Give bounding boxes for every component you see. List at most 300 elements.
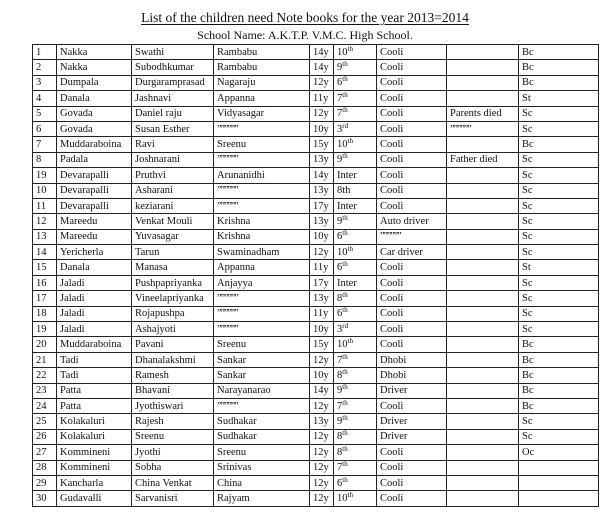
class-suffix: th — [342, 90, 348, 99]
age-text: 15y — [313, 339, 329, 351]
child-name-text: Subodhkumar — [135, 62, 194, 74]
surname-text: Devarapalli — [60, 200, 109, 212]
occupation-cell — [377, 322, 447, 337]
parent-name-text: ”””””” — [217, 185, 238, 197]
parent-name-text: Sudhakar — [217, 416, 257, 428]
age-cell — [310, 460, 334, 475]
row-number-cell — [33, 445, 57, 460]
class-suffix: th — [342, 152, 348, 161]
caste-text: Sc — [522, 154, 533, 166]
parent-name-cell — [214, 368, 310, 383]
age-text: 12y — [313, 77, 329, 89]
surname-cell — [57, 322, 132, 337]
parent-name-cell — [214, 198, 310, 213]
child-name-cell — [132, 306, 214, 321]
child-name-cell — [132, 60, 214, 75]
child-name-text: Pruthvi — [135, 169, 166, 181]
surname-cell — [57, 75, 132, 90]
occupation-text: Cooli — [380, 277, 404, 289]
surname-cell — [57, 306, 132, 321]
row-number-text: 19 — [36, 169, 47, 181]
child-name-cell — [132, 291, 214, 306]
table-row — [33, 75, 599, 90]
row-number-cell — [33, 275, 57, 290]
child-name-text: Jyothi — [135, 446, 161, 458]
row-number-cell — [33, 368, 57, 383]
parent-name-cell — [214, 445, 310, 460]
class-cell — [334, 106, 377, 121]
caste-text: Sc — [522, 231, 533, 243]
class-cell — [334, 198, 377, 213]
row-number-cell — [33, 229, 57, 244]
class-suffix: th — [347, 44, 353, 53]
child-name-cell — [132, 260, 214, 275]
child-name-cell — [132, 198, 214, 213]
child-name-cell — [132, 460, 214, 475]
row-number-text: 5 — [36, 108, 42, 120]
parent-name-text: ”””””” — [217, 292, 238, 304]
caste-cell — [519, 183, 599, 198]
remark-cell — [447, 398, 519, 413]
age-cell — [310, 75, 334, 90]
age-cell — [310, 383, 334, 398]
occupation-cell — [377, 445, 447, 460]
surname-cell — [57, 398, 132, 413]
child-name-cell — [132, 75, 214, 90]
table-row — [33, 152, 599, 167]
class-cell — [334, 168, 377, 183]
child-name-cell — [132, 106, 214, 121]
parent-name-text: Srinivas — [217, 462, 252, 474]
occupation-cell — [377, 491, 447, 506]
remark-cell — [447, 491, 519, 506]
age-cell — [310, 352, 334, 367]
caste-cell — [519, 445, 599, 460]
age-text: 14y — [313, 46, 329, 58]
row-number-text: 29 — [36, 477, 47, 489]
parent-name-text: Swaminadham — [217, 246, 280, 258]
occupation-text: Cooli — [380, 108, 404, 120]
table-row — [33, 168, 599, 183]
caste-cell — [519, 214, 599, 229]
parent-name-cell — [214, 183, 310, 198]
remark-cell — [447, 460, 519, 475]
table-row — [33, 291, 599, 306]
occupation-cell — [377, 383, 447, 398]
parent-name-text: Rambabu — [217, 62, 258, 74]
surname-cell — [57, 460, 132, 475]
parent-name-text: ”””””” — [217, 323, 238, 335]
child-name-cell — [132, 368, 214, 383]
age-text: 10y — [313, 123, 329, 135]
row-number-cell — [33, 45, 57, 60]
surname-text: Nakka — [60, 46, 88, 58]
school-name: School Name: A.K.T.P. V.M.C. High School. — [197, 28, 413, 42]
surname-cell — [57, 260, 132, 275]
class-text: 8th — [337, 185, 351, 197]
occupation-text: Driver — [380, 385, 408, 397]
caste-text: Bc — [522, 139, 534, 151]
class-text: 3 — [337, 123, 343, 135]
age-cell — [310, 491, 334, 506]
row-number-cell — [33, 106, 57, 121]
class-suffix: th — [342, 352, 348, 361]
occupation-cell — [377, 352, 447, 367]
parent-name-cell — [214, 168, 310, 183]
child-name-text: China Venkat — [135, 477, 192, 489]
surname-cell — [57, 414, 132, 429]
occupation-text: Cooli — [380, 477, 404, 489]
parent-name-text: Nagaraju — [217, 77, 256, 89]
remark-cell — [447, 183, 519, 198]
occupation-text: Cooli — [380, 200, 404, 212]
remark-cell — [447, 368, 519, 383]
caste-cell — [519, 245, 599, 260]
parent-name-text: Narayanarao — [217, 385, 271, 397]
class-text: 9 — [337, 62, 343, 74]
class-text: 10 — [337, 46, 348, 58]
child-name-text: Rojapushpa — [135, 308, 185, 320]
child-name-text: Vineelapriyanka — [135, 292, 204, 304]
remark-cell — [447, 414, 519, 429]
child-name-text: Asharani — [135, 185, 173, 197]
occupation-cell — [377, 398, 447, 413]
remark-cell — [447, 121, 519, 136]
parent-name-cell — [214, 60, 310, 75]
parent-name-text: Arunanidhi — [217, 169, 265, 181]
parent-name-cell — [214, 45, 310, 60]
surname-text: Govada — [60, 108, 93, 120]
parent-name-cell — [214, 398, 310, 413]
children-list-table — [32, 44, 599, 507]
caste-cell — [519, 137, 599, 152]
caste-text: Sc — [522, 108, 533, 120]
row-number-cell — [33, 60, 57, 75]
row-number-text: 10 — [36, 185, 47, 197]
surname-text: Kommineni — [60, 462, 111, 474]
child-name-text: Ramesh — [135, 369, 169, 381]
parent-name-cell — [214, 491, 310, 506]
occupation-text: Dhobi — [380, 354, 407, 366]
occupation-cell — [377, 214, 447, 229]
caste-cell — [519, 337, 599, 352]
remark-cell — [447, 429, 519, 444]
parent-name-text: ”””””” — [217, 308, 238, 320]
occupation-text: Driver — [380, 431, 408, 443]
age-text: 17y — [313, 277, 329, 289]
surname-text: Mareedu — [60, 215, 98, 227]
remark-text: Parents died — [450, 108, 502, 120]
table-row — [33, 60, 599, 75]
remark-cell — [447, 245, 519, 260]
occupation-text: Cooli — [380, 185, 404, 197]
caste-cell — [519, 291, 599, 306]
surname-text: Jaladi — [60, 292, 85, 304]
child-name-cell — [132, 229, 214, 244]
parent-name-cell — [214, 352, 310, 367]
parent-name-cell — [214, 414, 310, 429]
document-title: List of the children need Note books for the year 2013=2014 — [141, 10, 469, 25]
class-text: 8 — [337, 369, 343, 381]
row-number-text: 15 — [36, 262, 47, 274]
caste-text: Sc — [522, 123, 533, 135]
age-text: 12y — [313, 108, 329, 120]
row-number-text: 17 — [36, 292, 47, 304]
surname-text: Mareedu — [60, 231, 98, 243]
caste-text: Oc — [522, 446, 535, 458]
class-suffix: th — [342, 290, 348, 299]
row-number-cell — [33, 306, 57, 321]
row-number-cell — [33, 460, 57, 475]
table-row — [33, 398, 599, 413]
age-cell — [310, 337, 334, 352]
row-number-text: 13 — [36, 231, 47, 243]
caste-cell — [519, 75, 599, 90]
parent-name-cell — [214, 245, 310, 260]
remark-cell — [447, 60, 519, 75]
caste-cell — [519, 91, 599, 106]
surname-cell — [57, 475, 132, 490]
remark-cell — [447, 275, 519, 290]
caste-text: Bc — [522, 77, 534, 89]
class-text: 6 — [337, 477, 343, 489]
class-text: Inter — [337, 200, 357, 212]
child-name-text: Pavani — [135, 339, 164, 351]
parent-name-text: Sankar — [217, 369, 247, 381]
age-text: 13y — [313, 215, 329, 227]
child-name-cell — [132, 322, 214, 337]
surname-text: Padala — [60, 154, 88, 166]
row-number-text: 7 — [36, 139, 42, 151]
row-number-text: 25 — [36, 416, 47, 428]
parent-name-text: China — [217, 477, 243, 489]
surname-cell — [57, 368, 132, 383]
occupation-text: Cooli — [380, 292, 404, 304]
age-cell — [310, 475, 334, 490]
class-cell — [334, 260, 377, 275]
age-cell — [310, 183, 334, 198]
child-name-text: Bhavani — [135, 385, 170, 397]
age-cell — [310, 306, 334, 321]
surname-cell — [57, 121, 132, 136]
class-suffix: th — [342, 475, 348, 484]
caste-cell — [519, 60, 599, 75]
surname-text: Kolakaluri — [60, 431, 105, 443]
age-cell — [310, 198, 334, 213]
occupation-cell — [377, 106, 447, 121]
class-text: 9 — [337, 154, 343, 166]
caste-cell — [519, 398, 599, 413]
class-cell — [334, 306, 377, 321]
age-cell — [310, 121, 334, 136]
age-text: 11y — [313, 262, 329, 274]
caste-cell — [519, 429, 599, 444]
class-suffix: rd — [342, 321, 349, 330]
class-cell — [334, 352, 377, 367]
row-number-cell — [33, 121, 57, 136]
row-number-cell — [33, 214, 57, 229]
child-name-text: Jyothiswari — [135, 400, 184, 412]
parent-name-text: Sudhakar — [217, 431, 257, 443]
class-cell — [334, 60, 377, 75]
class-text: 8 — [337, 292, 343, 304]
surname-text: Yericherla — [60, 246, 104, 258]
surname-text: Jaladi — [60, 323, 85, 335]
parent-name-text: Sreenu — [217, 339, 247, 351]
age-text: 12y — [313, 446, 329, 458]
class-cell — [334, 414, 377, 429]
occupation-text: Cooli — [380, 262, 404, 274]
child-name-text: Ashajyoti — [135, 323, 176, 335]
table-row — [33, 275, 599, 290]
class-text: Inter — [337, 169, 357, 181]
surname-cell — [57, 291, 132, 306]
occupation-text: Cooli — [380, 323, 404, 335]
child-name-cell — [132, 45, 214, 60]
row-number-cell — [33, 75, 57, 90]
row-number-cell — [33, 152, 57, 167]
parent-name-text: Krishna — [217, 215, 251, 227]
age-cell — [310, 414, 334, 429]
occupation-text: Cooli — [380, 308, 404, 320]
parent-name-cell — [214, 137, 310, 152]
occupation-cell — [377, 368, 447, 383]
occupation-cell — [377, 260, 447, 275]
parent-name-text: ”””””” — [217, 154, 238, 166]
parent-name-cell — [214, 383, 310, 398]
row-number-text: 27 — [36, 446, 47, 458]
remark-cell — [447, 91, 519, 106]
surname-cell — [57, 183, 132, 198]
row-number-text: 24 — [36, 400, 47, 412]
parent-name-text: Anjayya — [217, 277, 253, 289]
class-suffix: th — [342, 460, 348, 469]
caste-text: Sc — [522, 215, 533, 227]
caste-cell — [519, 322, 599, 337]
caste-cell — [519, 198, 599, 213]
occupation-cell — [377, 475, 447, 490]
occupation-text: Cooli — [380, 446, 404, 458]
age-text: 12y — [313, 400, 329, 412]
caste-text: Bc — [522, 369, 534, 381]
row-number-cell — [33, 322, 57, 337]
occupation-cell — [377, 137, 447, 152]
row-number-text: 26 — [36, 431, 47, 443]
row-number-text: 2 — [36, 62, 42, 74]
class-suffix: th — [342, 383, 348, 392]
parent-name-text: Appanna — [217, 262, 255, 274]
caste-text: Sc — [522, 431, 533, 443]
age-cell — [310, 322, 334, 337]
class-cell — [334, 445, 377, 460]
child-name-cell — [132, 398, 214, 413]
caste-text: Sc — [522, 200, 533, 212]
age-cell — [310, 291, 334, 306]
class-cell — [334, 183, 377, 198]
row-number-text: 23 — [36, 385, 47, 397]
table-row — [33, 229, 599, 244]
class-text: 8 — [337, 446, 343, 458]
child-name-cell — [132, 91, 214, 106]
caste-text: Bc — [522, 46, 534, 58]
row-number-text: 22 — [36, 369, 47, 381]
occupation-cell — [377, 245, 447, 260]
occupation-cell — [377, 198, 447, 213]
occupation-cell — [377, 183, 447, 198]
child-name-cell — [132, 121, 214, 136]
class-suffix: th — [342, 444, 348, 453]
class-text: 7 — [337, 92, 343, 104]
class-text: 7 — [337, 354, 343, 366]
age-cell — [310, 137, 334, 152]
child-name-text: Pushpapriyanka — [135, 277, 203, 289]
child-name-cell — [132, 383, 214, 398]
class-cell — [334, 491, 377, 506]
class-cell — [334, 137, 377, 152]
surname-text: Devarapalli — [60, 185, 109, 197]
parent-name-text: ”””””” — [217, 400, 238, 412]
occupation-cell — [377, 460, 447, 475]
class-suffix: th — [342, 306, 348, 315]
age-text: 14y — [313, 169, 329, 181]
occupation-text: Cooli — [380, 46, 404, 58]
surname-text: Tadi — [60, 369, 79, 381]
child-name-text: Jashnavi — [135, 92, 172, 104]
parent-name-cell — [214, 121, 310, 136]
row-number-text: 19 — [36, 323, 47, 335]
row-number-text: 11 — [36, 200, 47, 212]
parent-name-cell — [214, 75, 310, 90]
table-row — [33, 429, 599, 444]
surname-text: Kolakaluri — [60, 416, 105, 428]
remark-cell — [447, 45, 519, 60]
table-row — [33, 475, 599, 490]
table-row — [33, 383, 599, 398]
occupation-cell — [377, 60, 447, 75]
caste-text: Sc — [522, 292, 533, 304]
class-cell — [334, 75, 377, 90]
child-name-cell — [132, 245, 214, 260]
class-suffix: th — [347, 491, 353, 500]
surname-cell — [57, 106, 132, 121]
occupation-text: Cooli — [380, 169, 404, 181]
caste-cell — [519, 491, 599, 506]
child-name-cell — [132, 491, 214, 506]
class-text: 9 — [337, 385, 343, 397]
remark-cell — [447, 475, 519, 490]
occupation-text: ”””””” — [380, 231, 401, 243]
class-text: 9 — [337, 215, 343, 227]
remark-cell — [447, 383, 519, 398]
occupation-text: Dhobi — [380, 369, 407, 381]
occupation-text: Driver — [380, 416, 408, 428]
age-cell — [310, 60, 334, 75]
child-name-text: Joshnarani — [135, 154, 180, 166]
row-number-cell — [33, 352, 57, 367]
caste-text: Sc — [522, 246, 533, 258]
surname-cell — [57, 152, 132, 167]
child-name-text: Tarun — [135, 246, 160, 258]
table-row — [33, 352, 599, 367]
surname-cell — [57, 429, 132, 444]
caste-cell — [519, 475, 599, 490]
age-text: 11y — [313, 92, 329, 104]
row-number-cell — [33, 429, 57, 444]
class-text: 6 — [337, 262, 343, 274]
row-number-cell — [33, 198, 57, 213]
occupation-cell — [377, 45, 447, 60]
remark-text: ”””””” — [450, 123, 471, 135]
